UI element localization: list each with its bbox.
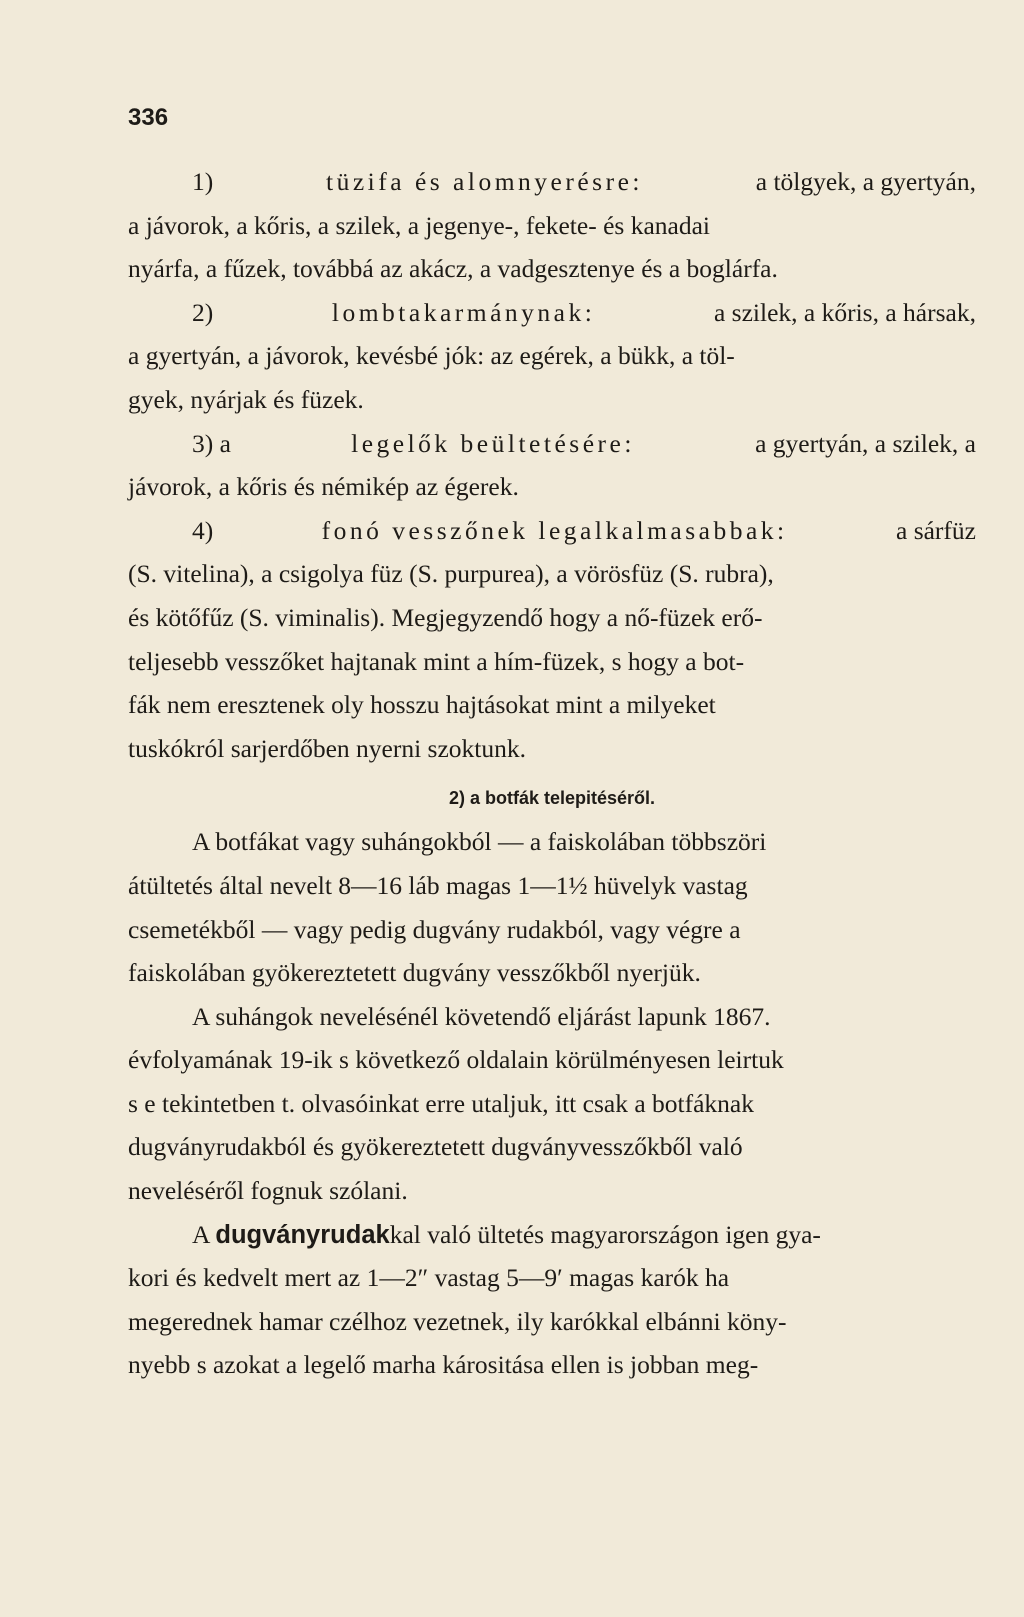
page-body	[128, 160, 976, 1387]
list-marker: 4)	[192, 515, 214, 545]
text-line: fák nem eresztenek oly hosszu hajtásokat mint a milyeket	[128, 690, 716, 720]
bold-term: dugványrudak	[215, 1220, 390, 1249]
list-marker: 1)	[192, 167, 214, 196]
text-line: tuskókról sarjerdőben nyerni szoktunk.	[128, 733, 527, 763]
text-line: A suhángok nevelésénél követendő eljárást lapunk 1867.	[192, 1001, 771, 1031]
text-line: neveléséről fognuk szólani.	[128, 1176, 408, 1206]
text-line: nyebb s azokat a legelő marha kárositása ellen is jobban meg-	[128, 1350, 759, 1380]
text-line: átültetés által nevelt 8—16 láb magas 1—1½ hüvelyk vastag	[128, 870, 748, 900]
text-line: gyek, nyárjak és füzek.	[128, 384, 364, 414]
text-line: csemetékből — vagy pedig dugvány rudakból, vagy végre a	[128, 914, 741, 944]
page-number: 336	[128, 104, 169, 131]
text-line: és kötőfűz (S. viminalis). Megjegyzendő hogy a nő-füzek erő-	[128, 602, 763, 632]
text-line: a jávorok, a kőris, a szilek, a jegenye-, fekete- és kanadai	[128, 210, 710, 240]
text-fragment: a szilek, a kőris, a hársak,	[713, 297, 976, 327]
spaced-term: tüzifa és alomnyerésre:	[326, 167, 643, 196]
text-line: jávorok, a kőris és némikép az égerek.	[128, 472, 519, 502]
text-fragment: A dugványrudakkal való ültetés magyarországon igen gya-	[192, 1219, 821, 1249]
text-line	[128, 509, 976, 553]
spaced-term: lombtakarmánynak:	[331, 297, 596, 327]
text-line: kori és kedvelt mert az 1—2″ vastag 5—9′ magas karók ha	[128, 1263, 730, 1293]
text-line: A botfákat vagy suhángokból — a faiskolában többszöri	[192, 827, 767, 857]
spaced-term: legelők beültetésére:	[351, 428, 635, 458]
text-fragment: a tölgyek, a gyertyán,	[755, 167, 976, 196]
text-line	[128, 1213, 976, 1257]
text-line: megerednek hamar czélhoz vezetnek, ily karókkal elbánni köny-	[128, 1306, 787, 1336]
text-line: évfolyamának 19-ik s következő oldalain körülményesen leirtuk	[128, 1045, 784, 1075]
text-fragment: a gyertyán, a szilek, a	[755, 428, 976, 458]
text-line: nyárfa, a fűzek, továbbá az akácz, a vadgesztenye és a boglárfa.	[128, 254, 778, 284]
section-heading: 2) a botfák telepitéséről.	[448, 788, 656, 809]
spaced-term: fonó vesszőnek legalkalmasabbak:	[321, 515, 788, 545]
text-line: (S. vitelina), a csigolya füz (S. purpurea), a vörösfüz (S. rubra),	[128, 559, 774, 589]
text-line	[128, 160, 976, 204]
list-marker: 3) a	[192, 428, 231, 458]
text-line: s e tekintetben t. olvasóinkat erre utaljuk, itt csak a botfáknak	[128, 1088, 754, 1118]
text-line: dugványrudakból és gyökereztetett dugványvesszőkből való	[128, 1132, 743, 1162]
text-fragment: a sárfüz	[896, 515, 976, 545]
text-line: a gyertyán, a jávorok, kevésbé jók: az egérek, a bükk, a töl-	[128, 341, 735, 371]
text-line: faiskolában gyökereztetett dugvány vesszőkből nyerjük.	[128, 958, 701, 988]
text-line: teljesebb vesszőket hajtanak mint a hím-füzek, s hogy a bot-	[128, 646, 745, 676]
text-line	[128, 291, 976, 335]
text-line	[128, 422, 976, 466]
list-marker: 2)	[192, 297, 214, 327]
